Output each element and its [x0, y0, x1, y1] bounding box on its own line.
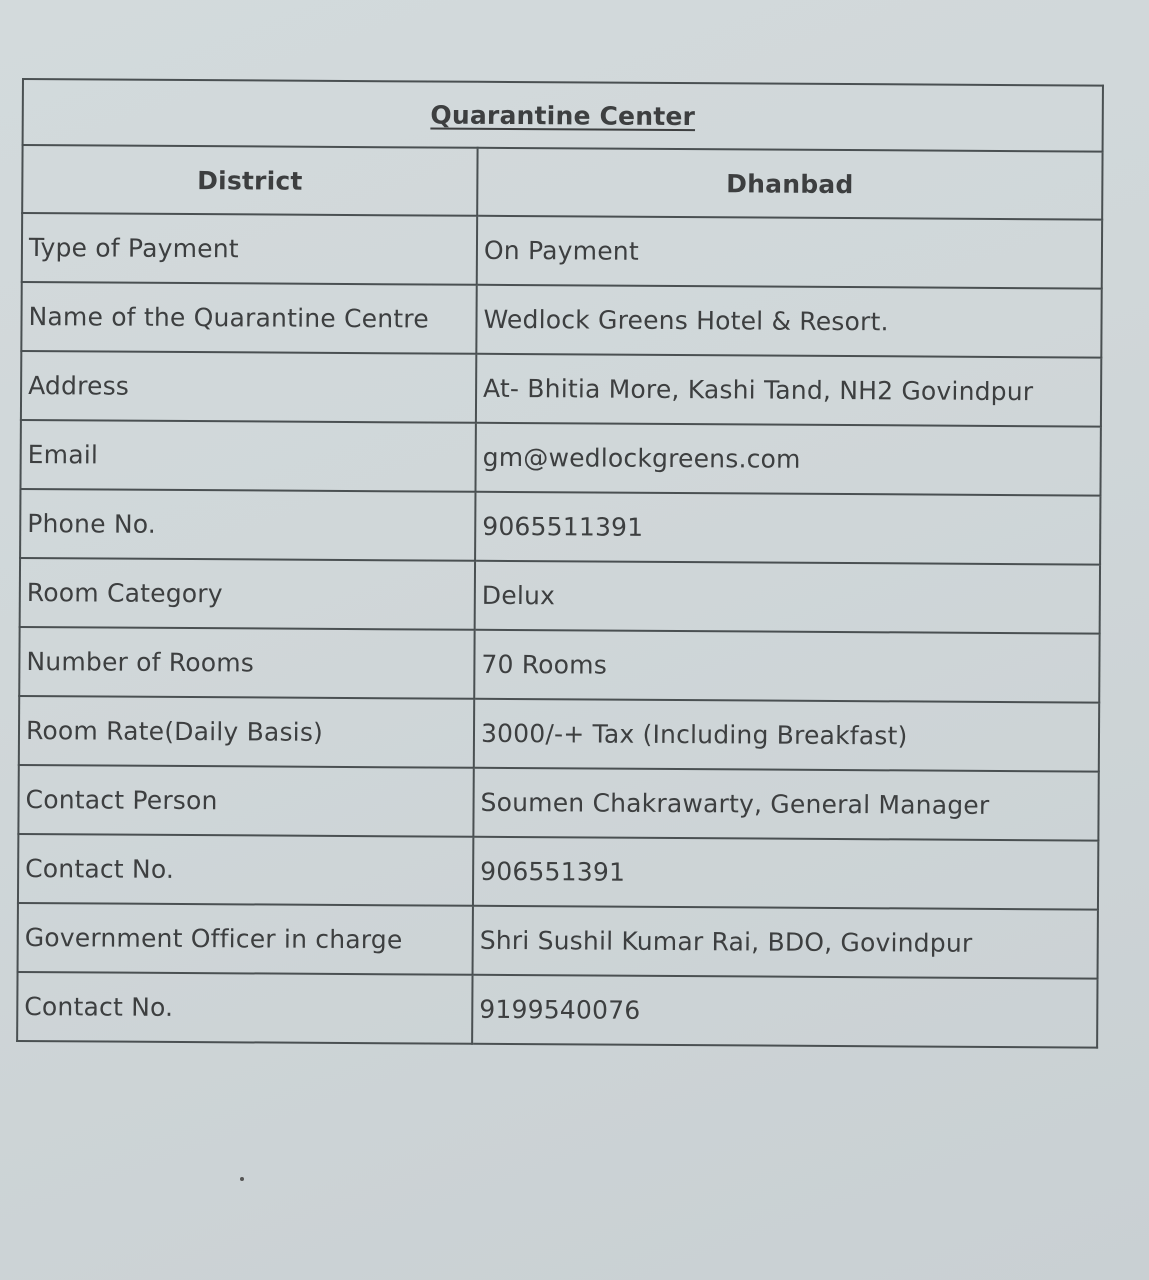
table-row — [20, 420, 1100, 496]
quarantine-center-table — [16, 78, 1104, 1049]
row-value: 9199540076 — [472, 975, 1097, 1048]
row-label: Contact No. — [17, 972, 472, 1044]
table-row — [20, 558, 1100, 634]
table-row — [21, 282, 1101, 358]
title-row — [23, 79, 1103, 152]
row-value: Wedlock Greens Hotel & Resort. — [476, 285, 1101, 358]
row-label: Number of Rooms — [19, 627, 474, 699]
table-row — [20, 489, 1100, 565]
table-row — [18, 834, 1098, 910]
row-label: Address — [21, 351, 476, 423]
row-value: Shri Sushil Kumar Rai, BDO, Govindpur — [473, 906, 1098, 979]
row-label: Contact No. — [18, 834, 473, 906]
row-value: On Payment — [477, 216, 1102, 289]
row-label: Phone No. — [20, 489, 475, 561]
district-label: District — [22, 145, 477, 216]
row-value: Soumen Chakrawarty, General Manager — [473, 768, 1098, 841]
district-value: Dhanbad — [477, 148, 1102, 220]
row-label: Government Officer in charge — [18, 903, 473, 975]
row-value: 906551391 — [473, 837, 1098, 910]
district-row — [22, 145, 1102, 220]
row-value: Delux — [475, 561, 1100, 634]
row-label: Name of the Quarantine Centre — [21, 282, 476, 354]
document-sheet — [16, 78, 1102, 1049]
paper-speck — [240, 1177, 244, 1181]
table-row — [18, 765, 1098, 841]
table-row — [17, 972, 1097, 1048]
table-row — [19, 696, 1099, 772]
row-label: Room Rate(Daily Basis) — [19, 696, 474, 768]
row-value: 9065511391 — [475, 492, 1100, 565]
row-label: Room Category — [20, 558, 475, 630]
row-value: 70 Rooms — [474, 630, 1099, 703]
table-row — [18, 903, 1098, 979]
row-label: Email — [20, 420, 475, 492]
row-label: Contact Person — [18, 765, 473, 837]
table-title: Quarantine Center — [430, 99, 696, 131]
row-value: gm@wedlockgreens.com — [475, 423, 1100, 496]
table-row — [21, 351, 1101, 427]
table-row — [22, 213, 1102, 289]
row-value: 3000/-+ Tax (Including Breakfast) — [474, 699, 1099, 772]
table-row — [19, 627, 1099, 703]
table-title-cell — [23, 79, 1103, 152]
row-value: At- Bhitia More, Kashi Tand, NH2 Govindpur — [476, 354, 1101, 427]
row-label: Type of Payment — [22, 213, 477, 285]
